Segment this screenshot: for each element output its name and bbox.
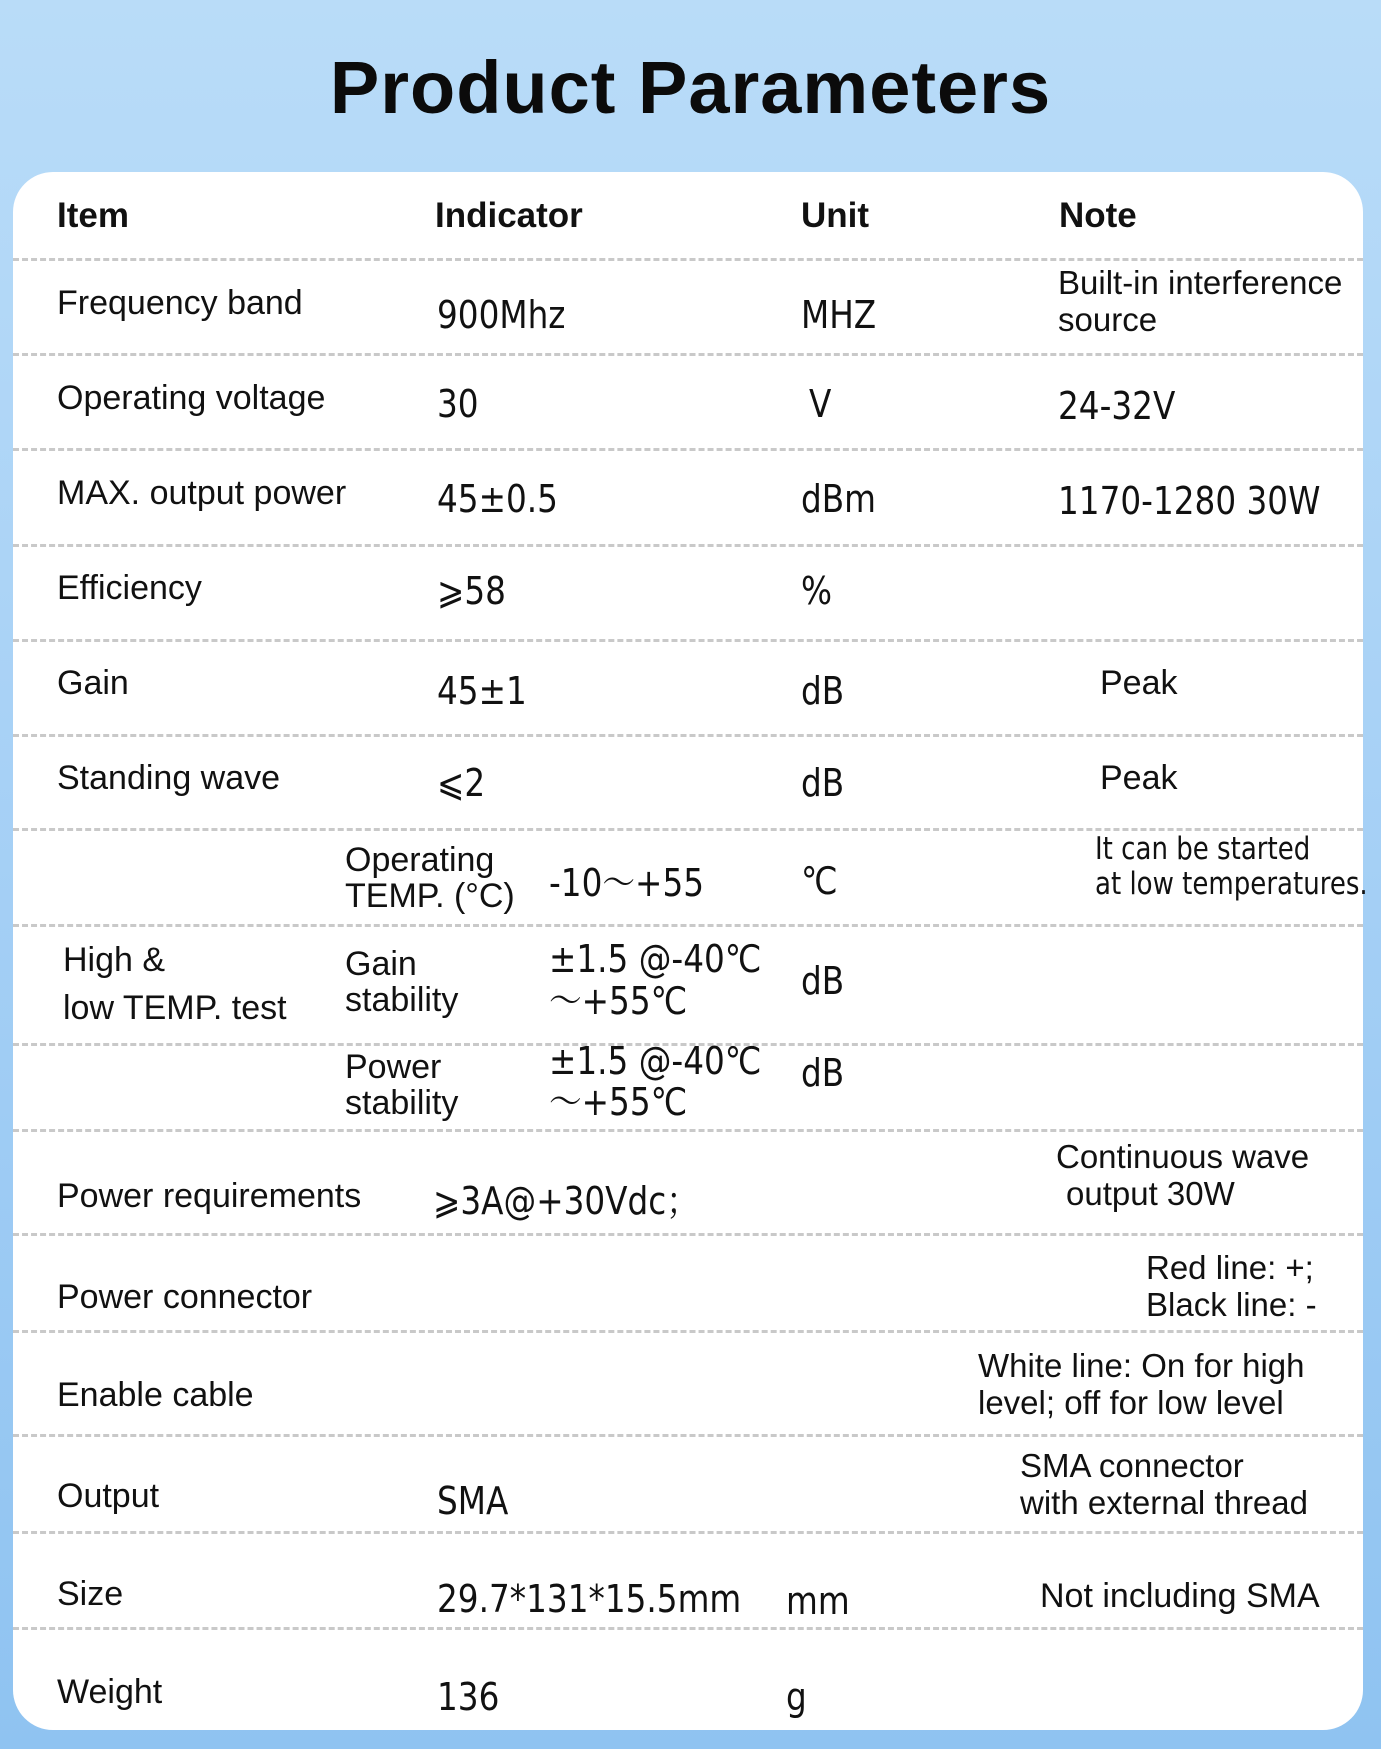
indicator-value: ～+55℃ [549,979,688,1023]
note-text: Built-in interference [1058,264,1343,301]
indicator-value: 45±0.5 [437,477,558,521]
unit-value: V [809,382,832,426]
group-label: low TEMP. test [63,989,287,1027]
note-text: White line: On for high [978,1347,1305,1384]
row-divider [13,353,1363,356]
group-label: High & [63,941,166,979]
row-divider [13,1330,1363,1333]
indicator-value: ⩾58 [437,569,506,613]
item-label: Power requirements [57,1177,362,1215]
item-label: Weight [57,1673,163,1711]
indicator-value: ±1.5 @-40℃ [549,1039,762,1083]
row-divider [13,1434,1363,1437]
sub-item-label: TEMP. (°C) [345,877,515,915]
indicator-value: 136 [437,1675,500,1719]
note-text: Peak [1100,664,1178,702]
header-indicator: Indicator [435,196,583,235]
unit-value: dBm [801,477,877,521]
sub-item-label: Gain [345,945,417,983]
row-divider [13,258,1363,261]
unit-value: MHZ [801,293,877,337]
unit-value: mm [786,1579,850,1623]
indicator-value: 45±1 [437,669,527,713]
note-text: Continuous wave [1056,1138,1310,1175]
item-label: Size [57,1575,124,1613]
unit-value: g [786,1675,807,1719]
note-text: output 30W [1066,1175,1235,1212]
indicator-value: ⩾3A@+30Vdc； [433,1179,699,1223]
item-label: MAX. output power [57,474,347,512]
sub-item-label: Power [345,1048,442,1086]
sub-item-label: Operating [345,841,495,879]
row-divider [13,544,1363,547]
row-divider [13,734,1363,737]
row-divider [13,1627,1363,1630]
note-text: Not including SMA [1040,1577,1320,1615]
unit-value: dB [801,959,845,1003]
item-label: Standing wave [57,759,281,797]
indicator-value: ±1.5 @-40℃ [549,937,762,981]
note-text: Black line: - [1146,1286,1317,1323]
note-text: with external thread [1020,1484,1308,1521]
sub-item-label: stability [345,981,459,1019]
indicator-value: ～+55℃ [549,1080,688,1124]
note-text: source [1058,301,1158,338]
item-label: Power connector [57,1278,313,1316]
note-text: level; off for low level [978,1384,1284,1421]
sub-item-label: stability [345,1084,459,1122]
indicator-value: 30 [437,382,479,426]
row-divider [13,924,1363,927]
row-divider [13,639,1363,642]
indicator-value: 29.7*131*15.5mm [437,1577,742,1621]
item-label: Efficiency [57,569,202,607]
indicator-value: -10～+55 [549,861,705,905]
header-item: Item [57,196,129,235]
note-text: It can be started [1095,831,1311,867]
indicator-value: ⩽2 [437,761,486,805]
row-divider [13,1129,1363,1132]
item-label: Output [57,1477,160,1515]
item-label: Gain [57,664,129,702]
item-label: Frequency band [57,284,303,322]
row-divider [13,1233,1363,1236]
unit-value: dB [801,1051,845,1095]
note-text: Red line: +; [1146,1249,1314,1286]
unit-value: dB [801,669,845,713]
row-divider [13,448,1363,451]
note-text: 1170-1280 30W [1058,479,1321,523]
unit-value: dB [801,761,845,805]
indicator-value: SMA [437,1479,509,1523]
unit-value: % [801,569,833,613]
page-title: Product Parameters [329,46,1052,129]
parameters-table [13,172,1368,1730]
item-label: Enable cable [57,1376,254,1414]
indicator-value: 900Mhz [437,293,566,337]
header-note: Note [1059,196,1137,235]
note-text: 24-32V [1058,384,1176,428]
header-unit: Unit [801,196,870,235]
unit-value: ℃ [801,859,838,903]
note-text: at low temperatures. [1095,866,1368,902]
note-text: Peak [1100,759,1178,797]
note-text: SMA connector [1020,1447,1244,1484]
row-divider [13,1531,1363,1534]
item-label: Operating voltage [57,379,326,417]
